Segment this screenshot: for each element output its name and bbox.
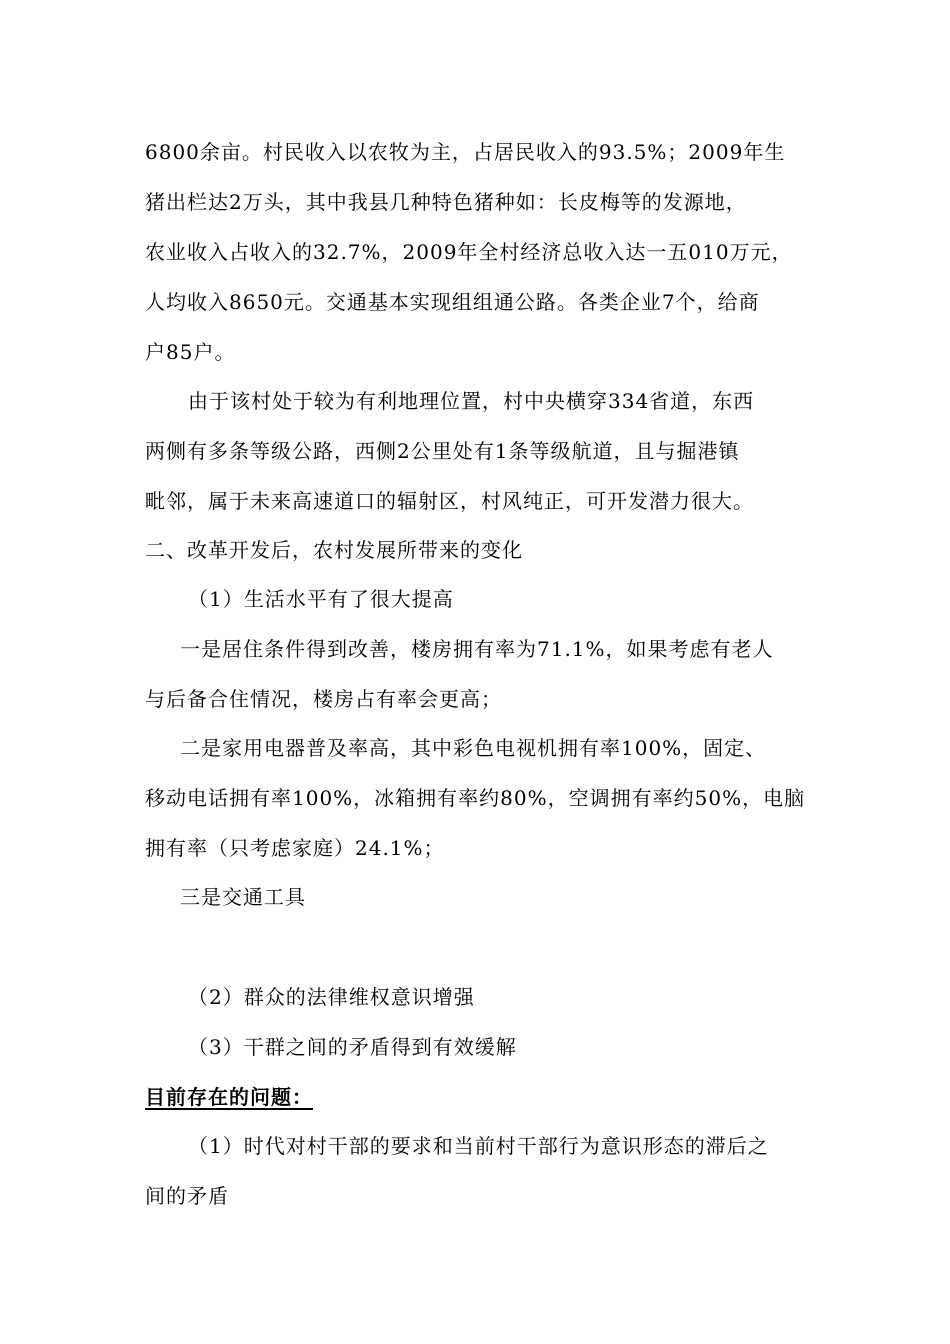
- subsection-heading: （3）干群之间的矛盾得到有效缓解: [188, 1035, 517, 1059]
- paragraph-line: 由于该村处于较为有利地理位置，村中央横穿334省道，东西: [188, 389, 755, 413]
- paragraph-line: 二是家用电器普及率高，其中彩色电视机拥有率100%，固定、: [180, 736, 767, 760]
- subsection-heading: （1）生活水平有了很大提高: [188, 587, 454, 611]
- paragraph-line: 6800余亩。村民收入以农牧为主，占居民收入的93.5%；2009年生: [145, 140, 786, 164]
- section-heading: 二、改革开发后，农村发展所带来的变化: [145, 538, 523, 562]
- paragraph-line: 一是居住条件得到改善，楼房拥有率为71.1%，如果考虑有老人: [180, 637, 774, 661]
- subsection-heading: （2）群众的法律维权意识增强: [188, 985, 475, 1009]
- paragraph-line: 户85户。: [145, 340, 236, 364]
- paragraph-line: 毗邻，属于未来高速道口的辐射区，村风纯正，可开发潜力很大。: [145, 489, 754, 513]
- paragraph-line: 农业收入占收入的32.7%，2009年全村经济总收入达一五010万元，: [145, 240, 793, 264]
- problems-heading: 目前存在的问题：: [145, 1085, 313, 1109]
- paragraph-line: 两侧有多条等级公路，西侧2公里处有1条等级航道，且与掘港镇: [145, 439, 740, 463]
- paragraph-line: 三是交通工具: [180, 885, 306, 909]
- paragraph-line: （1）时代对村干部的要求和当前村干部行为意识形态的滞后之: [188, 1134, 769, 1158]
- paragraph-line: 间的矛盾: [145, 1184, 229, 1208]
- paragraph-line: 拥有率（只考虑家庭）24.1%；: [145, 836, 445, 860]
- paragraph-line: 移动电话拥有率100%，冰箱拥有率约80%，空调拥有率约50%，电脑: [145, 786, 806, 810]
- paragraph-line: 人均收入8650元。交通基本实现组组通公路。各类企业7个，给商: [145, 290, 760, 314]
- paragraph-line: 猪出栏达2万头，其中我县几种特色猪种如：长皮梅等的发源地，: [145, 190, 747, 214]
- paragraph-line: 与后备合住情况，楼房占有率会更高；: [145, 687, 502, 711]
